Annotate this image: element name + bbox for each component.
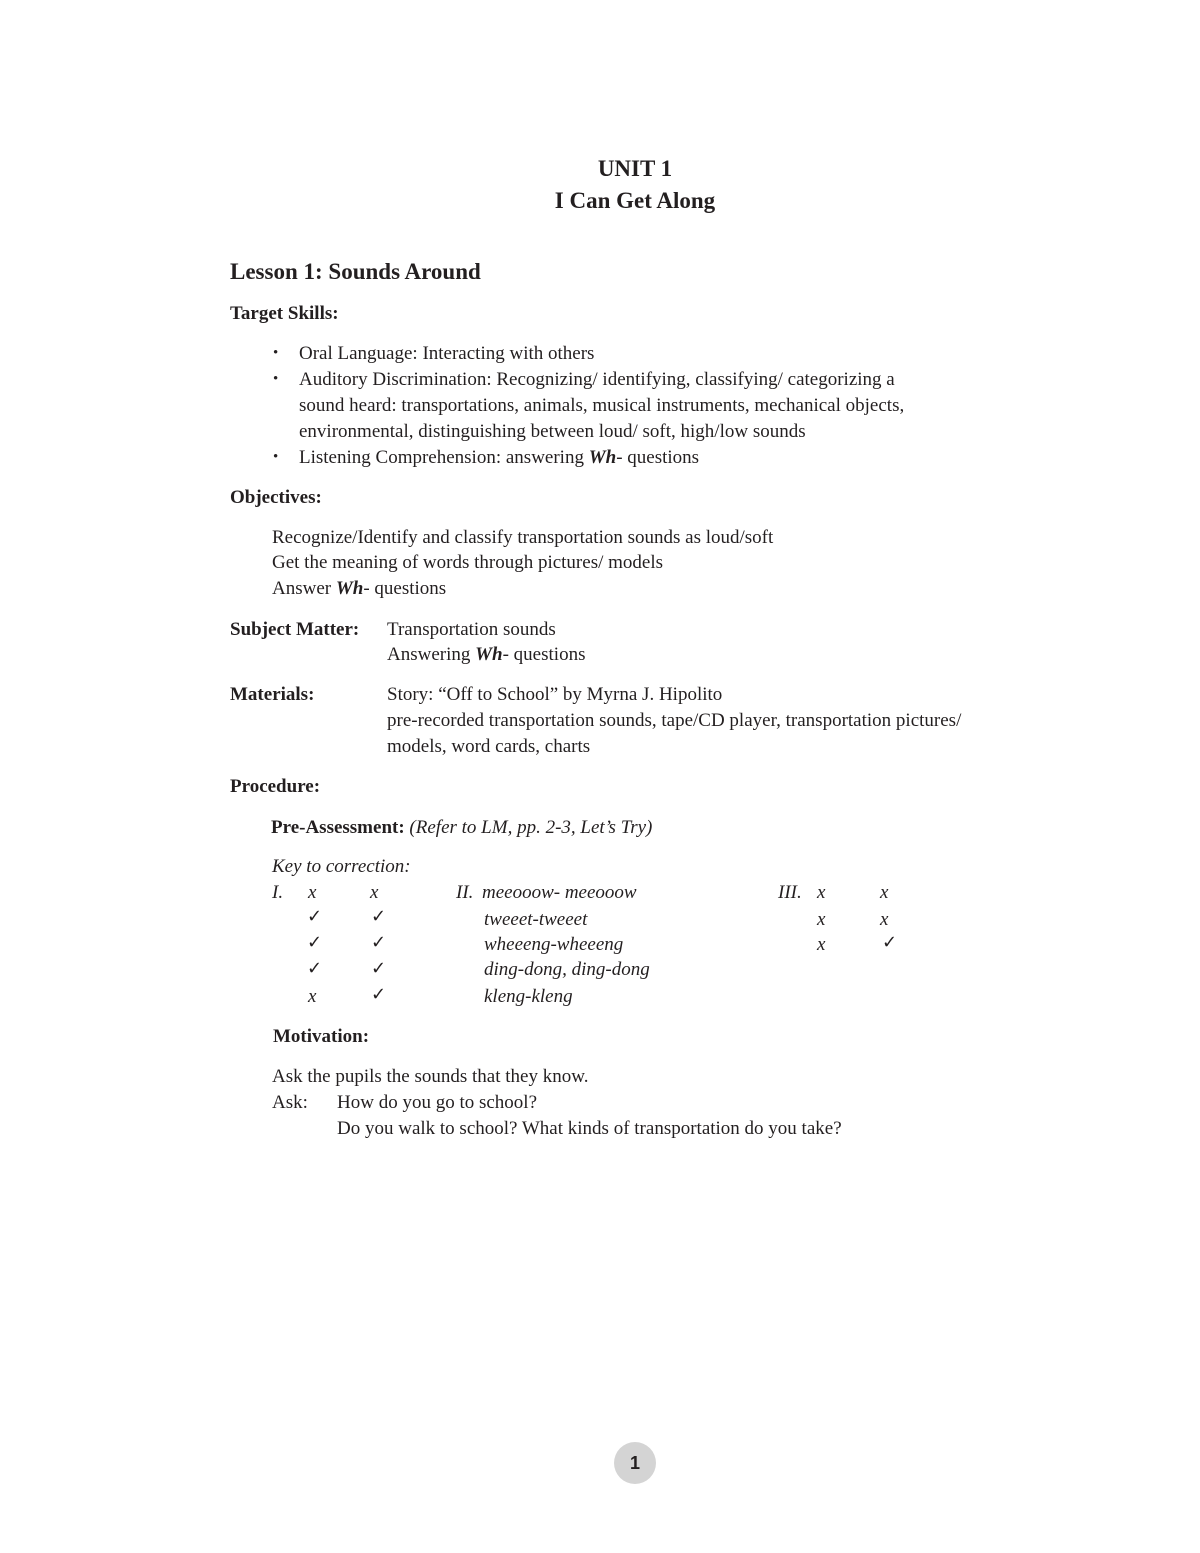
bullet-icon: •	[273, 449, 279, 465]
list-item-continuation: sound heard: transportations, animals, musical instruments, mechanical objects,	[299, 395, 905, 416]
part-one-label: I.	[272, 882, 284, 903]
unit-title: I Can Get Along	[554, 188, 716, 213]
x-mark: x	[308, 986, 317, 1007]
materials-line: Story: “Off to School” by Myrna J. Hipolito	[387, 684, 723, 705]
sound-item: meeooow- meeooow	[482, 882, 637, 903]
subject-matter-line: Answering Wh- questions	[387, 644, 586, 665]
objective-line: Recognize/Identify and classify transportation sounds as loud/soft	[272, 527, 774, 548]
bullet-icon: •	[273, 345, 279, 361]
question-line: Do you walk to school? What kinds of transportation do you take?	[337, 1118, 842, 1139]
x-mark: x	[370, 882, 379, 903]
x-mark: x	[880, 882, 889, 903]
unit-number: UNIT 1	[597, 156, 673, 181]
x-mark: x	[308, 882, 317, 903]
check-icon: ✓	[371, 984, 387, 1005]
list-item: Auditory Discrimination: Recognizing/ identifying, classifying/ categorizing a	[299, 369, 895, 390]
check-icon: ✓	[371, 906, 387, 927]
page-number: 1	[614, 1442, 656, 1484]
check-icon: ✓	[307, 906, 323, 927]
sound-item: kleng-kleng	[484, 986, 573, 1007]
ask-label: Ask:	[272, 1092, 308, 1113]
materials-line: models, word cards, charts	[387, 736, 591, 757]
list-item: Listening Comprehension: answering Wh- questions	[299, 447, 700, 468]
x-mark: x	[817, 909, 826, 930]
part-three-label: III.	[778, 882, 802, 903]
objective-line: Answer Wh- questions	[272, 578, 447, 599]
bullet-icon: •	[273, 371, 279, 387]
pre-assessment: Pre-Assessment: (Refer to LM, pp. 2-3, Let’s Try)	[271, 817, 653, 838]
motivation-heading: Motivation:	[273, 1026, 370, 1047]
x-mark: x	[880, 909, 889, 930]
target-skills-heading: Target Skills:	[230, 303, 339, 324]
list-item-continuation: environmental, distinguishing between loud/ soft, high/low sounds	[299, 421, 806, 442]
key-to-correction-label: Key to correction:	[272, 856, 411, 877]
objectives-heading: Objectives:	[230, 487, 322, 508]
sound-item: wheeeng-wheeeng	[484, 934, 624, 955]
motivation-line: Ask the pupils the sounds that they know.	[272, 1066, 589, 1087]
list-item: Oral Language: Interacting with others	[299, 343, 595, 364]
lesson-title: Lesson 1: Sounds Around	[230, 259, 481, 284]
question-line: How do you go to school?	[337, 1092, 538, 1113]
procedure-heading: Procedure:	[230, 776, 321, 797]
objective-line: Get the meaning of words through pictures/ models	[272, 552, 664, 573]
sound-item: tweeet-tweeet	[484, 909, 588, 930]
check-icon: ✓	[307, 958, 323, 979]
subject-matter-label: Subject Matter:	[230, 619, 360, 640]
part-two-label: II.	[456, 882, 474, 903]
check-icon: ✓	[371, 932, 387, 953]
subject-matter-line: Transportation sounds	[387, 619, 556, 640]
check-icon: ✓	[882, 932, 898, 953]
materials-label: Materials:	[230, 684, 315, 705]
check-icon: ✓	[307, 932, 323, 953]
check-icon: ✓	[371, 958, 387, 979]
sound-item: ding-dong, ding-dong	[484, 959, 650, 980]
x-mark: x	[817, 882, 826, 903]
x-mark: x	[817, 934, 826, 955]
materials-line: pre-recorded transportation sounds, tape/CD player, transportation pictures/	[387, 710, 962, 731]
